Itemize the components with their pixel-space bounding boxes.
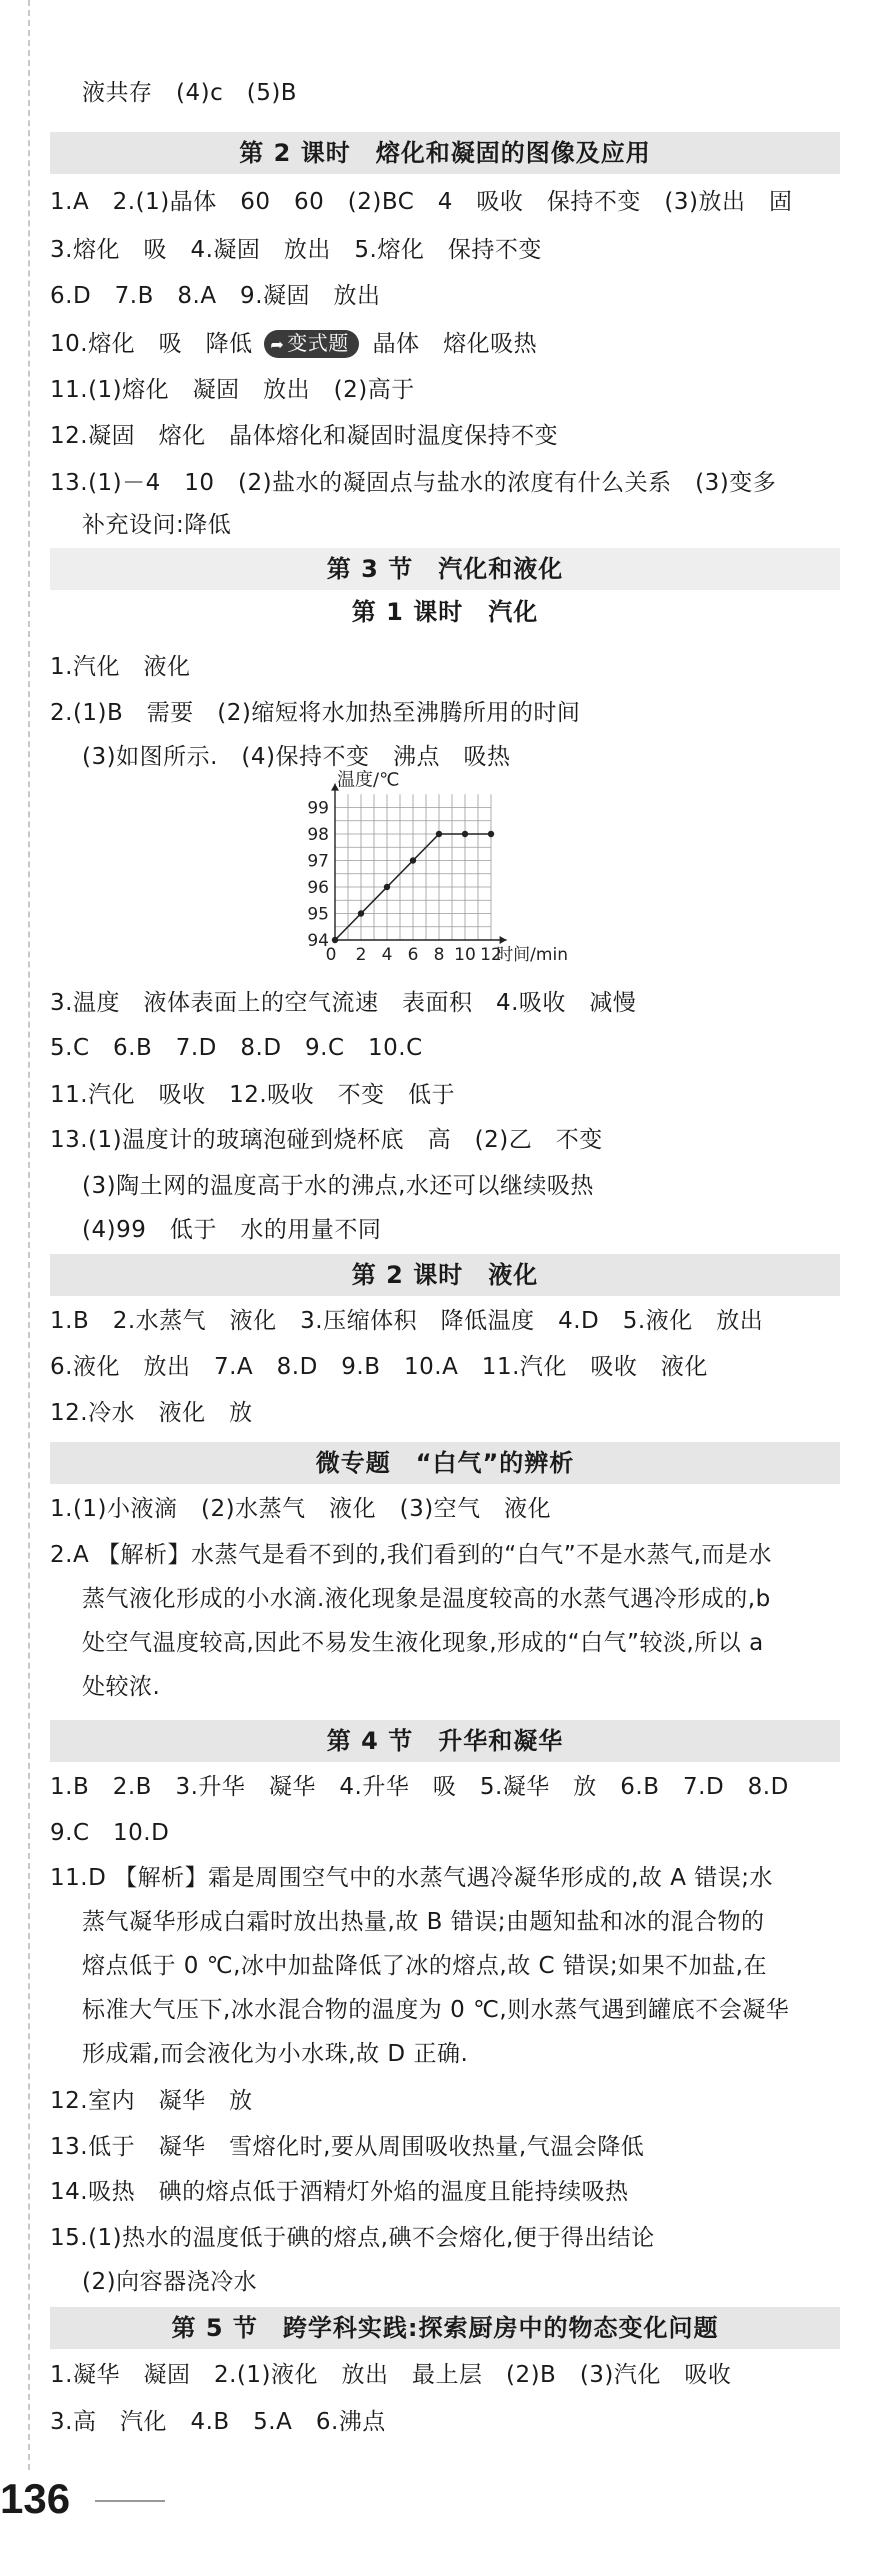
- text-line: 13.(1)－4 10 (2)盐水的凝固点与盐水的浓度有什么关系 (3)变多: [50, 470, 777, 496]
- section-heading: 第 4 节 升华和凝华: [50, 1720, 840, 1762]
- text-line: 5.C 6.B 7.D 8.D 9.C 10.C: [50, 1035, 423, 1061]
- x-tick-label: 10: [454, 945, 476, 965]
- text-line: 标准大气压下,冰水混合物的温度为 0 ℃,则水蒸气遇到罐底不会凝华: [82, 1997, 790, 2023]
- y-tick-label: 98: [307, 825, 329, 845]
- text-line: (4)99 低于 水的用量不同: [82, 1217, 382, 1243]
- text-line: 3.熔化 吸 4.凝固 放出 5.熔化 保持不变: [50, 237, 542, 263]
- text-line: 补充设问:降低: [82, 512, 232, 538]
- x-axis-arrow: [500, 936, 507, 944]
- text-line: 12.冷水 液化 放: [50, 1400, 253, 1426]
- text-line: 蒸气液化形成的小水滴.液化现象是温度较高的水蒸气遇冷形成的,b: [82, 1586, 771, 1612]
- y-tick-label: 94: [307, 931, 329, 951]
- text-line: 处较浓.: [82, 1674, 161, 1700]
- arrow-icon: ➦: [270, 335, 285, 354]
- section-heading: 第 2 课时 液化: [50, 1254, 840, 1296]
- data-point: [488, 831, 494, 837]
- data-point: [410, 857, 416, 863]
- section-heading: 微专题 “白气”的辨析: [50, 1442, 840, 1484]
- x-tick-label: 2: [355, 945, 367, 965]
- text-line: 液共存 (4)c (5)B: [82, 80, 298, 106]
- variant-badge-label: 变式题: [287, 331, 349, 355]
- data-point: [332, 937, 338, 943]
- lesson-heading: 第 1 课时 汽化: [351, 598, 539, 626]
- y-tick-label: 96: [307, 878, 329, 898]
- text-line: 1.B 2.B 3.升华 凝华 4.升华 吸 5.凝华 放 6.B 7.D 8.D: [50, 1774, 789, 1800]
- page-number: 136: [0, 2475, 71, 2522]
- text-line: 12.凝固 熔化 晶体熔化和凝固时温度保持不变: [50, 423, 559, 449]
- x-tick-label: 0: [325, 945, 337, 965]
- text-segment: 晶体 熔化吸热: [372, 331, 538, 357]
- x-tick-label: 6: [407, 945, 419, 965]
- x-axis-label: 时间/min: [496, 945, 568, 965]
- text-line: 9.C 10.D: [50, 1820, 170, 1846]
- data-point: [462, 831, 468, 837]
- text-line: 3.温度 液体表面上的空气流速 表面积 4.吸收 减慢: [50, 990, 637, 1016]
- text-line: (3)陶土网的温度高于水的沸点,水还可以继续吸热: [82, 1173, 594, 1199]
- text-line: 1.B 2.水蒸气 液化 3.压缩体积 降低温度 4.D 5.液化 放出: [50, 1308, 764, 1334]
- x-tick-label: 8: [433, 945, 445, 965]
- text-line: 6.液化 放出 7.A 8.D 9.B 10.A 11.汽化 吸收 液化: [50, 1354, 708, 1380]
- section-heading: 第 2 课时 熔化和凝固的图像及应用: [50, 132, 840, 174]
- text-line: 14.吸热 碘的熔点低于酒精灯外焰的温度且能持续吸热: [50, 2179, 629, 2205]
- text-line: [50, 329, 842, 359]
- text-line: 13.(1)温度计的玻璃泡碰到烧杯底 高 (2)乙 不变: [50, 1127, 603, 1153]
- text-line: 形成霜,而会液化为小水珠,故 D 正确.: [82, 2041, 469, 2067]
- temperature-time-chart: [290, 770, 590, 990]
- x-tick-label: 12: [480, 945, 502, 965]
- text-line: 11.(1)熔化 凝固 放出 (2)高于: [50, 377, 415, 403]
- text-line: 1.(1)小液滴 (2)水蒸气 液化 (3)空气 液化: [50, 1496, 552, 1522]
- text-line: 12.室内 凝华 放: [50, 2088, 253, 2114]
- page-number-rule: [95, 2500, 165, 2502]
- text-segment: 10.熔化 吸 降低: [50, 331, 253, 357]
- data-point: [358, 910, 364, 916]
- text-line: 3.高 汽化 4.B 5.A 6.沸点: [50, 2409, 386, 2435]
- data-point: [384, 884, 390, 890]
- text-line: (2)向容器浇冷水: [82, 2269, 258, 2295]
- y-axis-label: 温度/℃: [337, 770, 400, 791]
- text-line: 2.(1)B 需要 (2)缩短将水加热至沸腾所用的时间: [50, 700, 581, 726]
- x-tick-label: 4: [381, 945, 393, 965]
- text-line: 2.A 【解析】水蒸气是看不到的,我们看到的“白气”不是水蒸气,而是水: [50, 1542, 772, 1568]
- text-line: 蒸气凝华形成白霜时放出热量,故 B 错误;由题知盐和冰的混合物的: [82, 1909, 765, 1935]
- y-tick-label: 99: [307, 798, 329, 819]
- section-heading: 第 3 节 汽化和液化: [50, 548, 840, 590]
- text-line: 1.A 2.(1)晶体 60 60 (2)BC 4 吸收 保持不变 (3)放出 固: [50, 189, 793, 215]
- y-tick-label: 97: [307, 851, 329, 872]
- text-line: 15.(1)热水的温度低于碘的熔点,碘不会熔化,便于得出结论: [50, 2225, 655, 2251]
- text-line: 熔点低于 0 ℃,冰中加盐降低了冰的熔点,故 C 错误;如果不加盐,在: [82, 1953, 767, 1979]
- text-line: (3)如图所示. (4)保持不变 沸点 吸热: [82, 744, 511, 770]
- margin-dashed-line: [28, 0, 30, 2470]
- text-line: 1.凝华 凝固 2.(1)液化 放出 最上层 (2)B (3)汽化 吸收: [50, 2362, 732, 2388]
- section-heading: 第 5 节 跨学科实践:探索厨房中的物态变化问题: [50, 2307, 840, 2349]
- data-point: [436, 831, 442, 837]
- text-line: 11.汽化 吸收 12.吸收 不变 低于: [50, 1082, 456, 1108]
- text-line: 6.D 7.B 8.A 9.凝固 放出: [50, 283, 381, 309]
- variant-badge: [264, 330, 358, 358]
- text-line: 1.汽化 液化: [50, 654, 191, 680]
- text-line: 11.D 【解析】霜是周围空气中的水蒸气遇冷凝华形成的,故 A 错误;水: [50, 1865, 774, 1891]
- y-tick-label: 95: [307, 904, 329, 925]
- text-line: 13.低于 凝华 雪熔化时,要从周围吸收热量,气温会降低: [50, 2134, 645, 2160]
- text-line: 处空气温度较高,因此不易发生液化现象,形成的“白气”较淡,所以 a: [82, 1630, 764, 1656]
